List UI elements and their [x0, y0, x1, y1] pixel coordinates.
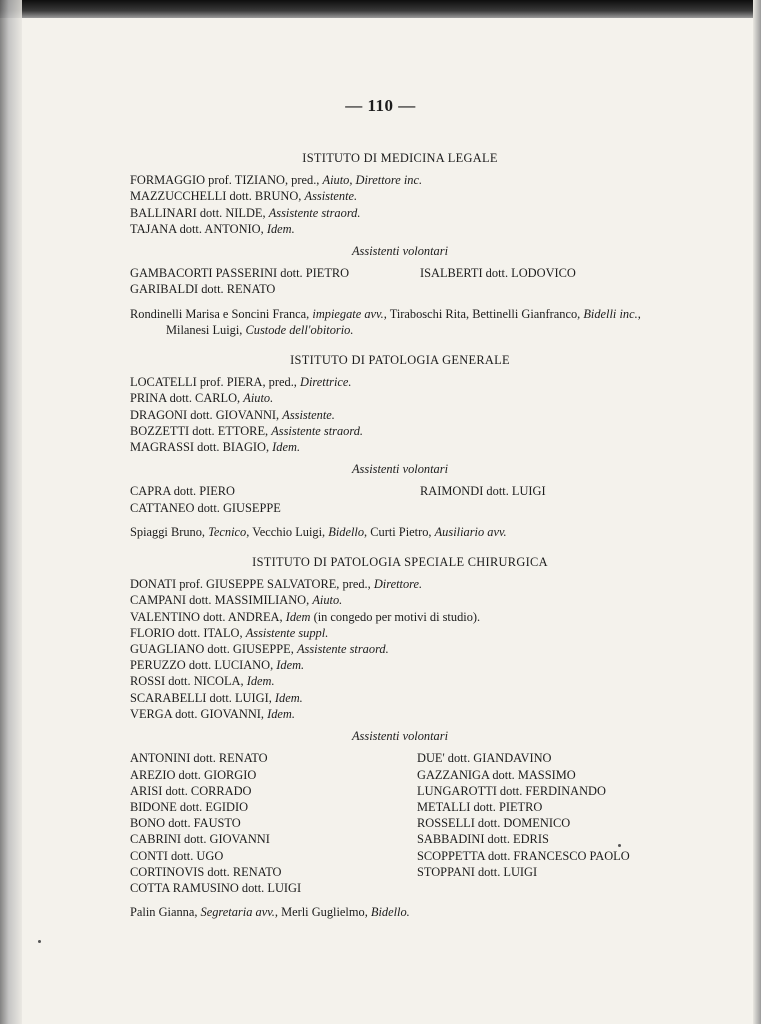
volunteers-list	[130, 750, 670, 896]
volunteer-name: BIDONE dott. EGIDIO	[130, 799, 249, 814]
staff-line: BALLINARI dott. NILDE, Assistente straord.	[130, 205, 361, 220]
volunteer-name: GARIBALDI dott. RENATO	[130, 282, 276, 297]
staff-line: FORMAGGIO prof. TIZIANO, pred., Aiuto, Direttore inc.	[130, 173, 423, 188]
staff-line: VERGA dott. GIOVANNI, Idem.	[130, 706, 295, 721]
volunteer-name: ANTONINI dott. RENATO	[130, 751, 268, 766]
volunteer-name: BONO dott. FAUSTO	[130, 816, 241, 831]
staff-line: CAMPANI dott. MASSIMILIANO, Aiuto.	[130, 593, 343, 608]
volunteer-name: CABRINI dott. GIOVANNI	[130, 832, 270, 847]
section-medicina-legale	[130, 150, 670, 338]
staff-line: FLORIO dott. ITALO, Assistente suppl.	[130, 625, 329, 640]
support-staff-note: Palin Gianna, Segretaria avv., Merli Guglielmo, Bidello.	[130, 905, 410, 920]
volunteer-name: AREZIO dott. GIORGIO	[130, 767, 257, 782]
staff-line: MAZZUCCHELLI dott. BRUNO, Assistente.	[130, 189, 358, 204]
staff-line: DRAGONI dott. GIOVANNI, Assistente.	[130, 407, 335, 422]
volunteer-name: CONTI dott. UGO	[130, 848, 224, 863]
volunteer-name: RAIMONDI dott. LUIGI	[420, 484, 546, 499]
volunteers-left-column	[130, 750, 417, 896]
volunteer-name: ARISI dott. CORRADO	[130, 783, 252, 798]
staff-line: DONATI prof. GIUSEPPE SALVATORE, pred., Direttore.	[130, 577, 423, 592]
volunteer-name: SCOPPETTA dott. FRANCESCO PAOLO	[417, 848, 630, 863]
volunteers-heading: Assistenti volontari	[351, 462, 449, 477]
section-heading: ISTITUTO DI PATOLOGIA SPECIALE CHIRURGICA	[252, 555, 548, 570]
section-heading: ISTITUTO DI PATOLOGIA GENERALE	[290, 353, 510, 368]
section-patologia-generale	[130, 352, 670, 540]
volunteer-name: GAZZANIGA dott. MASSIMO	[417, 767, 576, 782]
volunteers-left-column	[130, 265, 420, 297]
volunteer-name: ROSSELLI dott. DOMENICO	[417, 816, 571, 831]
volunteer-name: CAPRA dott. PIERO	[130, 484, 235, 499]
section-heading: ISTITUTO DI MEDICINA LEGALE	[302, 151, 498, 165]
staff-line: PERUZZO dott. LUCIANO, Idem.	[130, 658, 305, 673]
volunteers-heading: Assistenti volontari	[351, 244, 449, 259]
volunteers-right-column	[417, 750, 630, 896]
volunteer-name: LUNGAROTTI dott. FERDINANDO	[417, 783, 606, 798]
section-patologia-speciale-chirurgica	[130, 554, 670, 920]
volunteer-name: COTTA RAMUSINO dott. LUIGI	[130, 880, 302, 895]
staff-line: ROSSI dott. NICOLA, Idem.	[130, 674, 275, 689]
volunteer-name: ISALBERTI dott. LODOVICO	[420, 266, 576, 281]
volunteer-name: CATTANEO dott. GIUSEPPE	[130, 500, 281, 515]
volunteer-name: CORTINOVIS dott. RENATO	[130, 864, 282, 879]
volunteers-heading: Assistenti volontari	[351, 729, 449, 744]
volunteers-list	[130, 265, 670, 297]
scan-edge-left	[0, 0, 22, 1024]
volunteers-right-column	[420, 265, 576, 297]
volunteer-name: STOPPANI dott. LUIGI	[417, 864, 538, 879]
staff-line: MAGRASSI dott. BIAGIO, Idem.	[130, 440, 301, 455]
volunteer-name: DUE' dott. GIANDAVINO	[417, 751, 552, 766]
volunteer-name: SABBADINI dott. EDRIS	[417, 832, 549, 847]
document-body	[130, 150, 670, 920]
staff-line: LOCATELLI prof. PIERA, pred., Direttrice.	[130, 375, 352, 390]
staff-line: VALENTINO dott. ANDREA, Idem (in congedo per motivi di studio).	[130, 609, 481, 624]
scan-speck	[38, 940, 41, 943]
scan-edge-top	[0, 0, 761, 18]
support-staff-note: Rondinelli Marisa e Soncini Franca, impiegate avv., Tiraboschi Rita, Bettinelli Gianfranco, Bidelli inc., Milanesi Luigi, Custode dell'obitorio.	[130, 306, 641, 337]
volunteer-name: METALLI dott. PIETRO	[417, 799, 543, 814]
scan-speck	[618, 844, 621, 847]
support-staff-note: Spiaggi Bruno, Tecnico, Vecchio Luigi, Bidello, Curti Pietro, Ausiliario avv.	[130, 524, 507, 539]
page-number: — 110 —	[345, 96, 416, 115]
volunteers-list	[130, 483, 670, 515]
staff-line: BOZZETTI dott. ETTORE, Assistente straord.	[130, 423, 364, 438]
staff-line: GUAGLIANO dott. GIUSEPPE, Assistente straord.	[130, 642, 389, 657]
staff-line: PRINA dott. CARLO, Aiuto.	[130, 391, 274, 406]
scan-edge-right	[753, 0, 761, 1024]
volunteers-right-column	[420, 483, 546, 515]
volunteers-left-column	[130, 483, 420, 515]
volunteer-name: GAMBACORTI PASSERINI dott. PIETRO	[130, 266, 350, 281]
staff-line: TAJANA dott. ANTONIO, Idem.	[130, 221, 295, 236]
staff-line: SCARABELLI dott. LUIGI, Idem.	[130, 690, 303, 705]
